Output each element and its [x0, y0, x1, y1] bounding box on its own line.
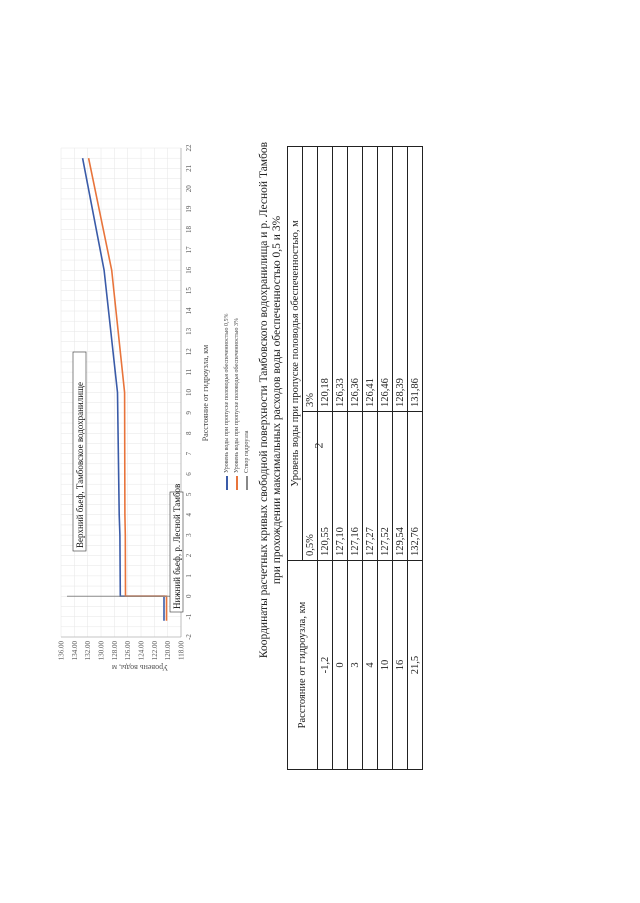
table-cell: 127,27 [363, 412, 378, 561]
subheader-05: 0,5% [303, 412, 318, 561]
table-cell: 21,5 [408, 561, 423, 770]
y-axis-label: Уровень воды, м [111, 663, 169, 672]
x-tick-label: -2 [185, 634, 193, 640]
table-header-row [288, 147, 303, 770]
x-tick-label: 4 [185, 513, 193, 517]
x-tick-label: 11 [185, 368, 193, 376]
table-row [333, 147, 348, 770]
x-tick-label: 10 [185, 389, 193, 396]
table-row [393, 147, 408, 770]
x-tick-label: 14 [185, 307, 193, 315]
upper-annotation: Верхний бьеф, Тамбовское водохранилище [75, 382, 85, 548]
table-row [378, 147, 393, 770]
header-distance: Расстояние от гидроузла, км [288, 561, 318, 770]
table-cell: 16 [393, 561, 408, 770]
legend-swatch-05 [226, 476, 228, 490]
y-tick-label: 124.00 [137, 641, 146, 661]
table-row [348, 147, 363, 770]
header-water-level: Уровень воды при пропуске половодья обеспеченностью, м [288, 147, 303, 561]
legend-label-dam: Створ гидроузла [244, 430, 250, 473]
x-tick-label: 5 [185, 492, 193, 497]
x-tick-label: 15 [185, 287, 193, 295]
x-tick-label: 1 [185, 574, 193, 578]
x-tick-label: 17 [185, 246, 193, 254]
x-tick-label: 0 [185, 594, 193, 598]
y-tick-label: 118.00 [177, 641, 186, 660]
series-lines [83, 158, 167, 621]
x-tick-label: 8 [185, 431, 193, 435]
table-row [363, 147, 378, 770]
legend-swatch-dam [246, 476, 248, 490]
y-tick-labels [58, 641, 186, 661]
water-level-chart [40, 0, 240, 800]
subheader-3: 3% [303, 147, 318, 412]
table-cell: 126,33 [333, 147, 348, 412]
y-tick-label: 132.00 [84, 641, 93, 661]
table-cell: -1,2 [318, 561, 333, 770]
water-level-table [287, 146, 423, 770]
table-cell: 3 [348, 561, 363, 770]
x-tick-label: 9 [185, 411, 193, 415]
legend-label-3: Уровень воды при пропуске половодья обеспеченностью 3% [234, 318, 240, 473]
y-tick-label: 136.00 [57, 641, 66, 661]
y-tick-label: 134.00 [70, 641, 79, 661]
table-cell: 127,16 [348, 412, 363, 561]
table-cell: 120,55 [318, 412, 333, 561]
x-tick-label: 2 [185, 553, 193, 558]
x-tick-label: 22 [185, 144, 193, 152]
x-tick-label: 3 [185, 533, 193, 537]
table-cell: 131,86 [408, 147, 423, 412]
y-tick-label: 122.00 [150, 641, 159, 661]
page-number: 2 [311, 442, 326, 449]
x-tick-label: 16 [185, 266, 193, 274]
x-tick-label: 18 [185, 226, 193, 233]
y-tick-label: 130.00 [97, 641, 106, 661]
y-tick-label: 126.00 [124, 641, 133, 661]
table-cell: 129,54 [393, 412, 408, 561]
table-cell: 126,41 [363, 147, 378, 412]
table-cell: 128,39 [393, 147, 408, 412]
x-tick-label: 20 [185, 185, 193, 193]
table-cell: 127,52 [378, 412, 393, 561]
chart-legend [222, 314, 252, 491]
caption-line-2: при прохождении максимальных расходов воды обеспеченностью 0,5 и 3% [271, 215, 283, 585]
legend-swatch-3 [236, 476, 238, 490]
legend-item-3 [232, 314, 242, 491]
x-tick-label: 6 [185, 472, 193, 476]
table-row [408, 147, 423, 770]
table-cell: 0 [333, 561, 348, 770]
caption-line-1: Координаты расчетных кривых свободной поверхности Тамбовского водохранилища и р. Лесной Тамбов [258, 141, 270, 659]
table-cell: 10 [378, 561, 393, 770]
rotated-page-content [40, 0, 600, 800]
x-tick-labels [185, 144, 193, 640]
y-tick-label: 120.00 [164, 641, 173, 661]
table-cell: 126,36 [348, 147, 363, 412]
x-tick-label: 7 [185, 451, 193, 456]
x-tick-label: 12 [185, 348, 193, 356]
x-tick-label: -1 [185, 613, 193, 620]
figure-caption [258, 10, 284, 790]
table-cell: 120,18 [318, 147, 333, 412]
table-cell: 127,10 [333, 412, 348, 561]
x-tick-label: 21 [185, 164, 193, 172]
y-tick-label: 128.00 [110, 641, 119, 661]
lower-annotation: Нижний бьеф, р. Лесной Тамбов [172, 483, 182, 609]
legend-item-05 [222, 314, 232, 491]
table-cell: 132,76 [408, 412, 423, 561]
x-axis-label: Расстояние от гидроузла, км [201, 344, 210, 442]
series-line-0 [83, 158, 164, 621]
table-cell: 4 [363, 561, 378, 770]
table-cell: 126,46 [378, 147, 393, 412]
x-tick-label: 19 [185, 205, 193, 213]
legend-item-dam [242, 314, 252, 491]
legend-label-05: Уровень воды при пропуске половодья обеспеченностью 0,5% [224, 313, 230, 473]
x-tick-label: 13 [185, 327, 193, 335]
table-row [318, 147, 333, 770]
